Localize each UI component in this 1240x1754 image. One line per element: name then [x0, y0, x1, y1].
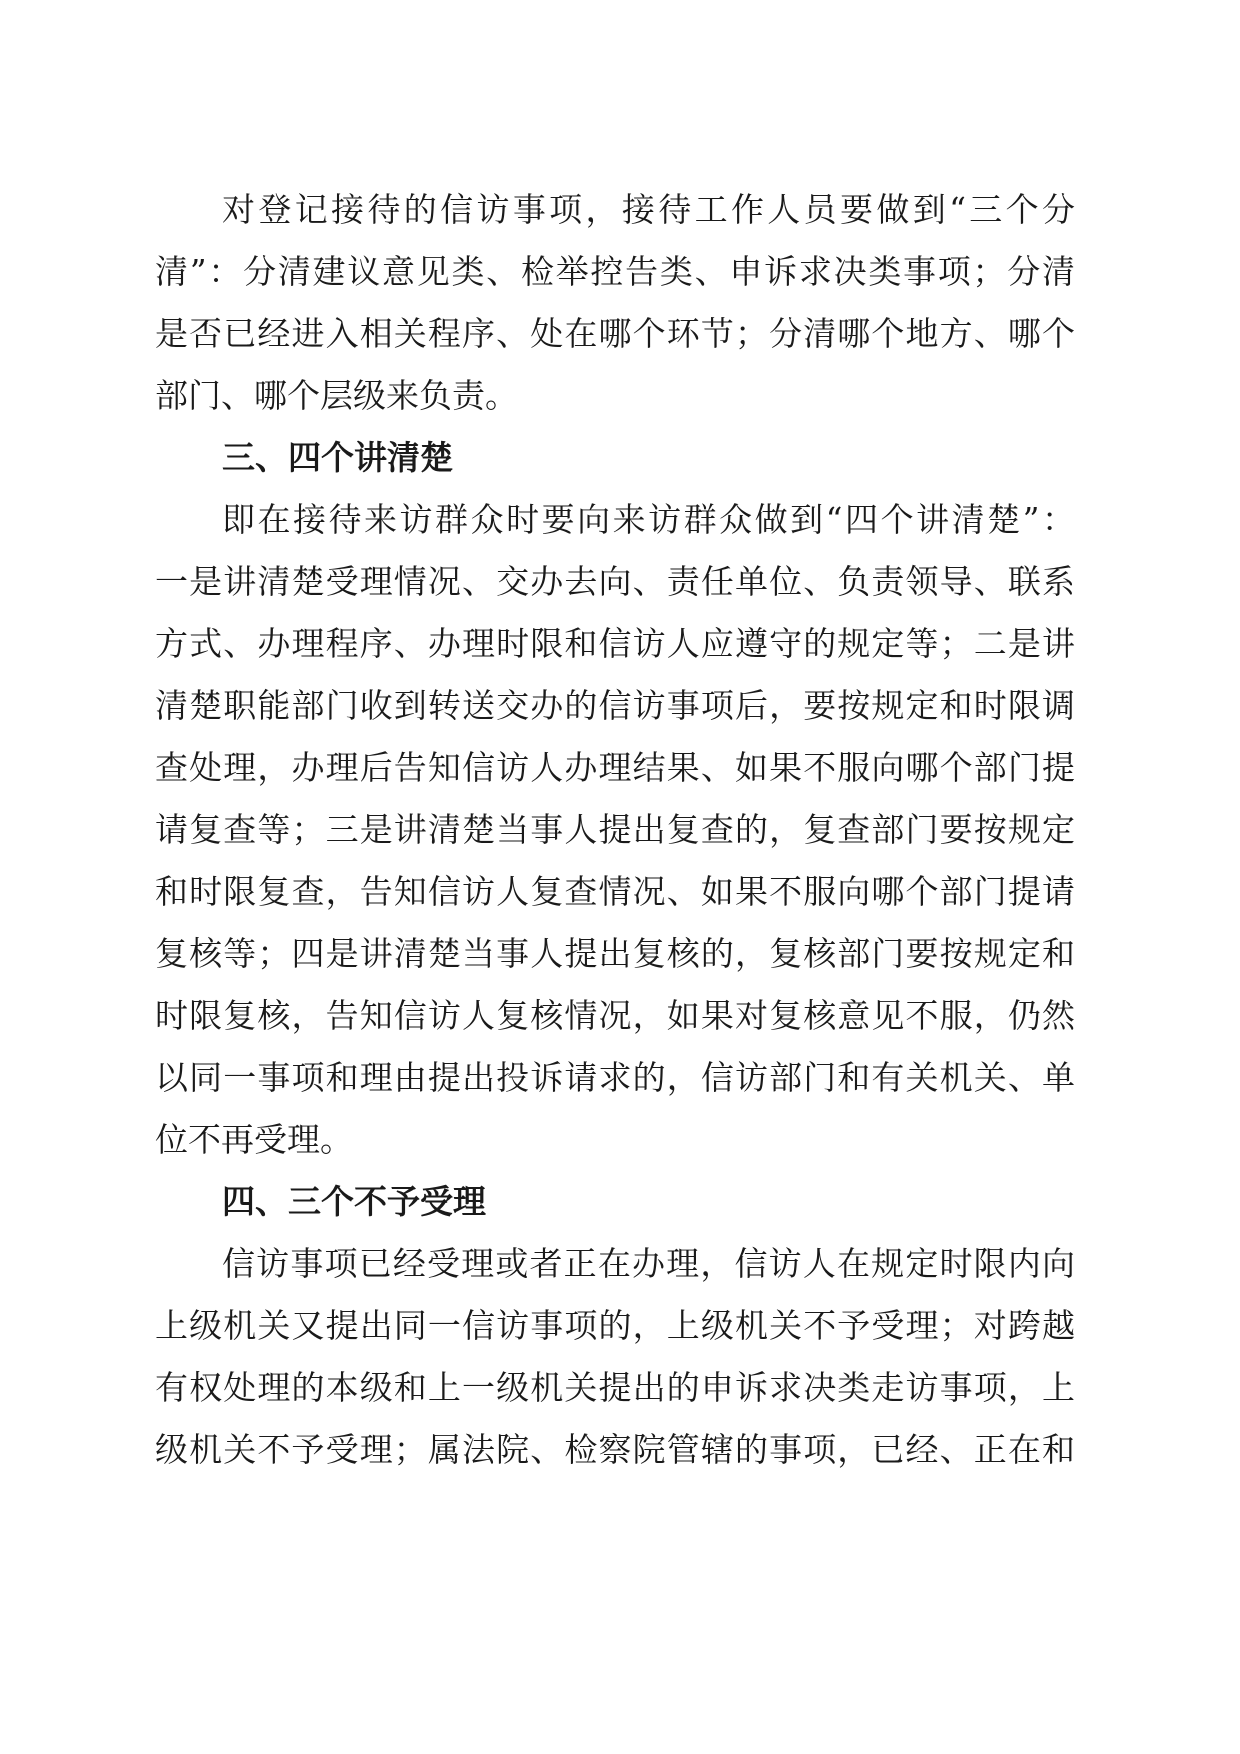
paragraph-2-line-11: 位不再受理。 [155, 1120, 353, 1159]
paragraph-3-line-3: 有权处理的本级和上一级机关提出的申诉求决类走访事项，上 [155, 1368, 1075, 1407]
paragraph-2-line-5: 查处理，办理后告知信访人办理结果、如果不服向哪个部门提 [155, 748, 1075, 787]
paragraph-3-line-2: 上级机关又提出同一信访事项的，上级机关不予受理；对跨越 [155, 1306, 1075, 1345]
section-heading-3: 三、四个讲清楚 [222, 438, 453, 477]
paragraph-3-line-4: 级机关不予受理；属法院、检察院管辖的事项，已经、正在和 [155, 1430, 1075, 1469]
paragraph-1-line-4: 部门、哪个层级来负责。 [155, 376, 518, 415]
paragraph-2-line-8: 复核等；四是讲清楚当事人提出复核的，复核部门要按规定和 [155, 934, 1075, 973]
paragraph-2-line-7: 和时限复查，告知信访人复查情况、如果不服向哪个部门提请 [155, 872, 1075, 911]
paragraph-2-line-10: 以同一事项和理由提出投诉请求的，信访部门和有关机关、单 [155, 1058, 1075, 1097]
paragraph-1-line-3: 是否已经进入相关程序、处在哪个环节；分清哪个地方、哪个 [155, 314, 1075, 353]
paragraph-2-line-3: 方式、办理程序、办理时限和信访人应遵守的规定等；二是讲 [155, 624, 1075, 663]
paragraph-2-line-1: 即在接待来访群众时要向来访群众做到“四个讲清楚”： [222, 500, 1075, 539]
paragraph-2-line-4: 清楚职能部门收到转送交办的信访事项后，要按规定和时限调 [155, 686, 1075, 725]
paragraph-2-line-6: 请复查等；三是讲清楚当事人提出复查的，复查部门要按规定 [155, 810, 1075, 849]
paragraph-2-line-9: 时限复核，告知信访人复核情况，如果对复核意见不服，仍然 [155, 996, 1075, 1035]
paragraph-1-line-1: 对登记接待的信访事项，接待工作人员要做到“三个分 [222, 190, 1075, 229]
paragraph-3-line-1: 信访事项已经受理或者正在办理，信访人在规定时限内向 [222, 1244, 1075, 1283]
paragraph-1-line-2: 清”：分清建议意见类、检举控告类、申诉求决类事项；分清 [155, 252, 1075, 291]
paragraph-2-line-2: 一是讲清楚受理情况、交办去向、责任单位、负责领导、联系 [155, 562, 1075, 601]
section-heading-4: 四、三个不予受理 [222, 1182, 486, 1221]
